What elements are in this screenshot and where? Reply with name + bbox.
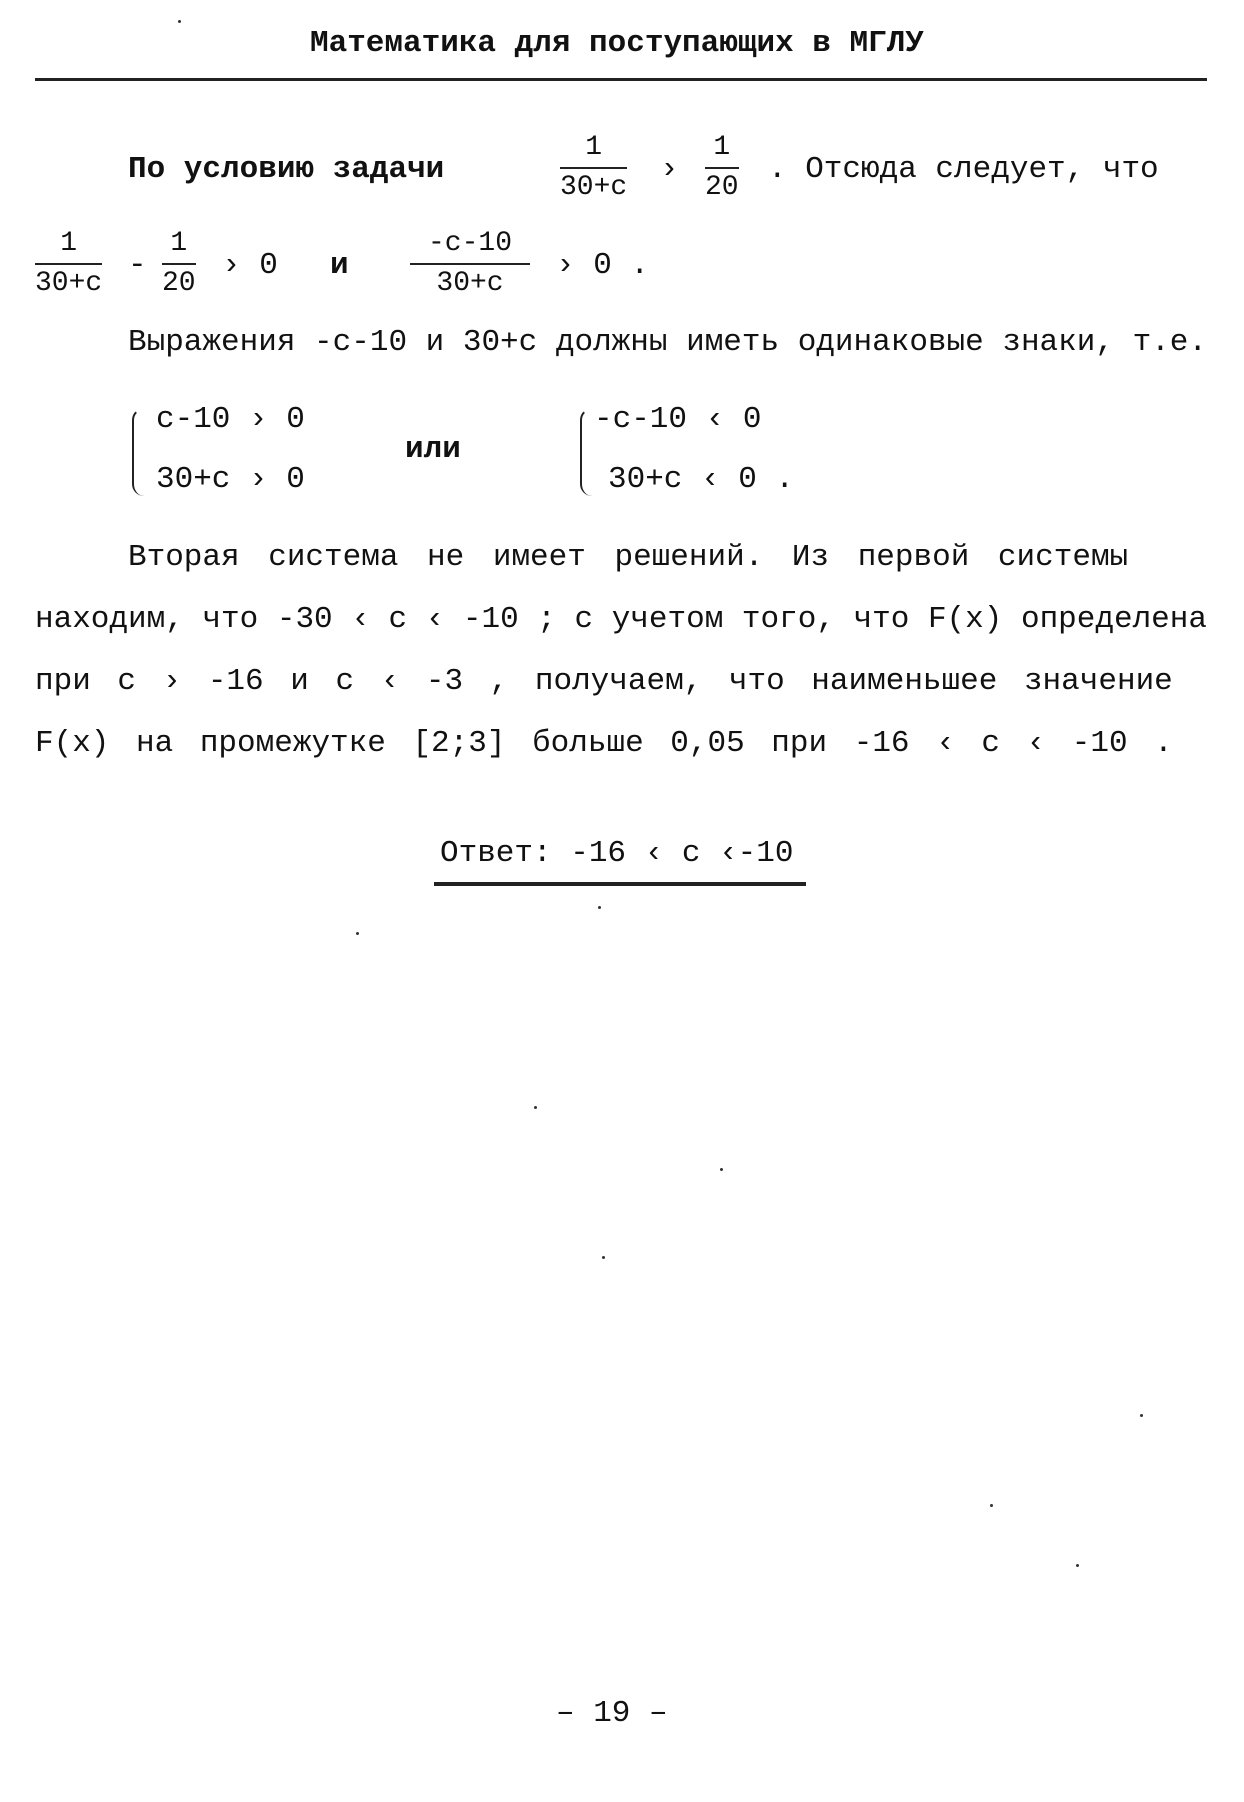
line1-tail: . Отсюда следует, что bbox=[768, 152, 1159, 187]
scan-speck bbox=[1076, 1564, 1079, 1567]
scan-speck bbox=[990, 1504, 993, 1507]
scan-speck bbox=[1140, 1414, 1143, 1417]
numerator: -c-10 bbox=[427, 228, 512, 259]
denominator: 30+c bbox=[436, 268, 504, 299]
line2-and: и bbox=[330, 248, 349, 283]
scan-speck bbox=[356, 932, 359, 935]
scan-speck bbox=[178, 20, 181, 23]
page-number: – 19 – bbox=[556, 1696, 668, 1731]
fraction-bar bbox=[162, 263, 196, 265]
fraction-bar bbox=[410, 263, 530, 265]
numerator: 1 bbox=[170, 228, 188, 259]
answer-underline bbox=[434, 882, 806, 886]
scan-speck bbox=[602, 1256, 605, 1259]
fraction-bar bbox=[560, 167, 627, 169]
line1-fraction-2 bbox=[705, 132, 739, 204]
system1-row1: c-10 › 0 bbox=[156, 402, 305, 437]
denominator: 30+c bbox=[35, 268, 103, 299]
numerator: 1 bbox=[60, 228, 78, 259]
running-header: Математика для поступающих в МГЛУ bbox=[310, 26, 924, 61]
scan-speck bbox=[598, 906, 601, 909]
line2-minus: - bbox=[128, 248, 147, 283]
denominator: 30+c bbox=[560, 172, 628, 203]
scan-speck bbox=[720, 1168, 723, 1171]
denominator: 20 bbox=[162, 268, 196, 299]
line2-rel-2: › 0 . bbox=[556, 248, 650, 283]
answer: Ответ: -16 ‹ c ‹-10 bbox=[440, 836, 794, 871]
fraction-bar bbox=[35, 263, 102, 265]
systems-or: или bbox=[405, 432, 461, 467]
system1-brace bbox=[132, 408, 148, 496]
line2-rel-1: › 0 bbox=[222, 248, 278, 283]
system2-row1: -c-10 ‹ 0 bbox=[594, 402, 762, 437]
line1-gt: › bbox=[660, 152, 679, 187]
system2-row2: 30+c ‹ 0 . bbox=[608, 462, 795, 497]
line1-lead: По условию задачи bbox=[128, 152, 445, 187]
line2-fraction-1 bbox=[35, 228, 102, 300]
denominator: 20 bbox=[705, 172, 739, 203]
scan-speck bbox=[534, 1106, 537, 1109]
line1-fraction-1 bbox=[560, 132, 627, 204]
header-rule bbox=[35, 78, 1207, 81]
line2-fraction-3 bbox=[410, 228, 530, 300]
fraction-bar bbox=[705, 167, 739, 169]
paragraph-line-4: F(x) на промежутке [2;3] больше 0,05 при -16 ‹ c ‹ -10 . bbox=[35, 726, 1173, 761]
paragraph-line-1: Вторая система не имеет решений. Из первой системы bbox=[128, 540, 1129, 575]
paragraph-line-3: при c › -16 и c ‹ -3 , получаем, что наименьшее значение bbox=[35, 664, 1173, 699]
paragraph-line-2: находим, что -30 ‹ c ‹ -10 ; с учетом того, что F(x) определена bbox=[35, 602, 1207, 637]
line3-text: Выражения -c-10 и 30+c должны иметь одинаковые знаки, т.е. bbox=[128, 325, 1207, 360]
system1-row2: 30+c › 0 bbox=[156, 462, 305, 497]
numerator: 1 bbox=[713, 132, 731, 163]
numerator: 1 bbox=[585, 132, 603, 163]
line2-fraction-2 bbox=[162, 228, 196, 300]
